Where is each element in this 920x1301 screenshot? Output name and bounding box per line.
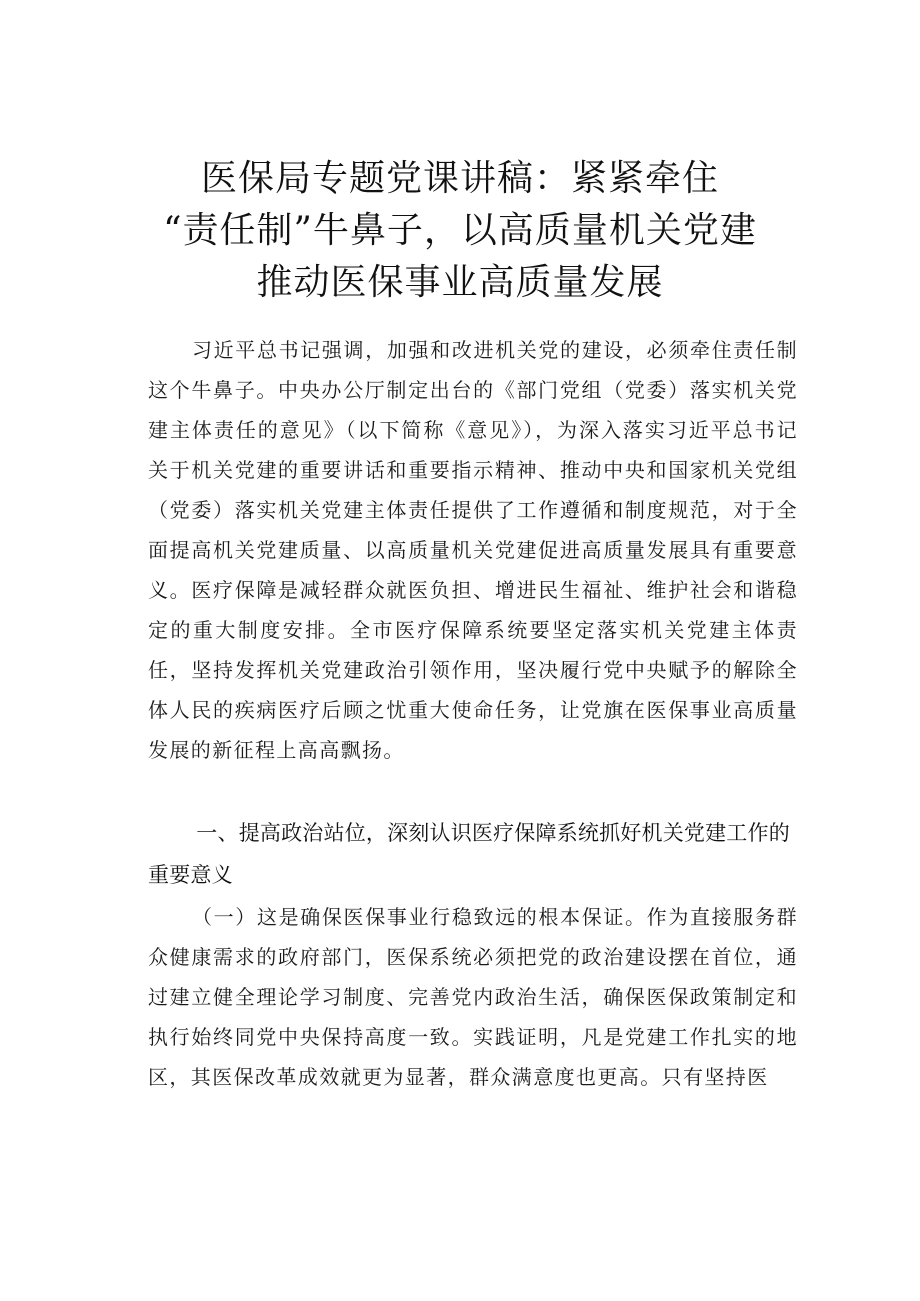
section-paragraph: （一）这是确保医保事业行稳致远的根本保证。作为直接服务群众健康需求的政府部门，医保系统必须把党的政治建设摆在首位，通过建立健全理论学习制度、完善党内政治生活，确保医保政策制定和执行始终同党中央保持高度一致。实践证明，凡是党建工作扎实的地区，其医保改革成效就更为显著，群众满意度也更高。只有坚持医: [148, 905, 798, 1089]
title-line-1: 医保局专题党课讲稿：紧紧牵住: [200, 158, 719, 199]
title-line-2: “责任制”牛鼻子，以高质量机关党建: [163, 210, 757, 251]
section-heading: 一、提高政治站位，深刻认识医疗保障系统抓好机关党建工作的重要意义: [148, 821, 790, 887]
intro-paragraph: 习近平总书记强调，加强和改进机关党的建设，必须牵住责任制这个牛鼻子。中央办公厅制定出台的《部门党组（党委）落实机关党建主体责任的意见》（以下简称《意见》），为深入落实习近平总书记关于机关党建的重要讲话和重要指示精神、推动中央和国家机关党组（党委）落实机关党建主体责任提供了工作遵循和制度规范，对于全面提高机关党建质量、以高质量机关党建促进高质量发展具有重要意义。医疗保障是减轻群众就医负担、增进民生福祉、维护社会和谐稳定的重大制度安排。全市医疗保障系统要坚定落实机关党建主体责任，坚持发挥机关党建政治引领作用，坚决履行党中央赋予的解除全体人民的疾病医疗后顾之忧重大使命任务，让党旗在医保事业高质量发展的新征程上高高飘扬。: [148, 338, 798, 762]
document-title: [100, 153, 820, 309]
title-line-3: 推动医保事业高质量发展: [256, 262, 664, 303]
